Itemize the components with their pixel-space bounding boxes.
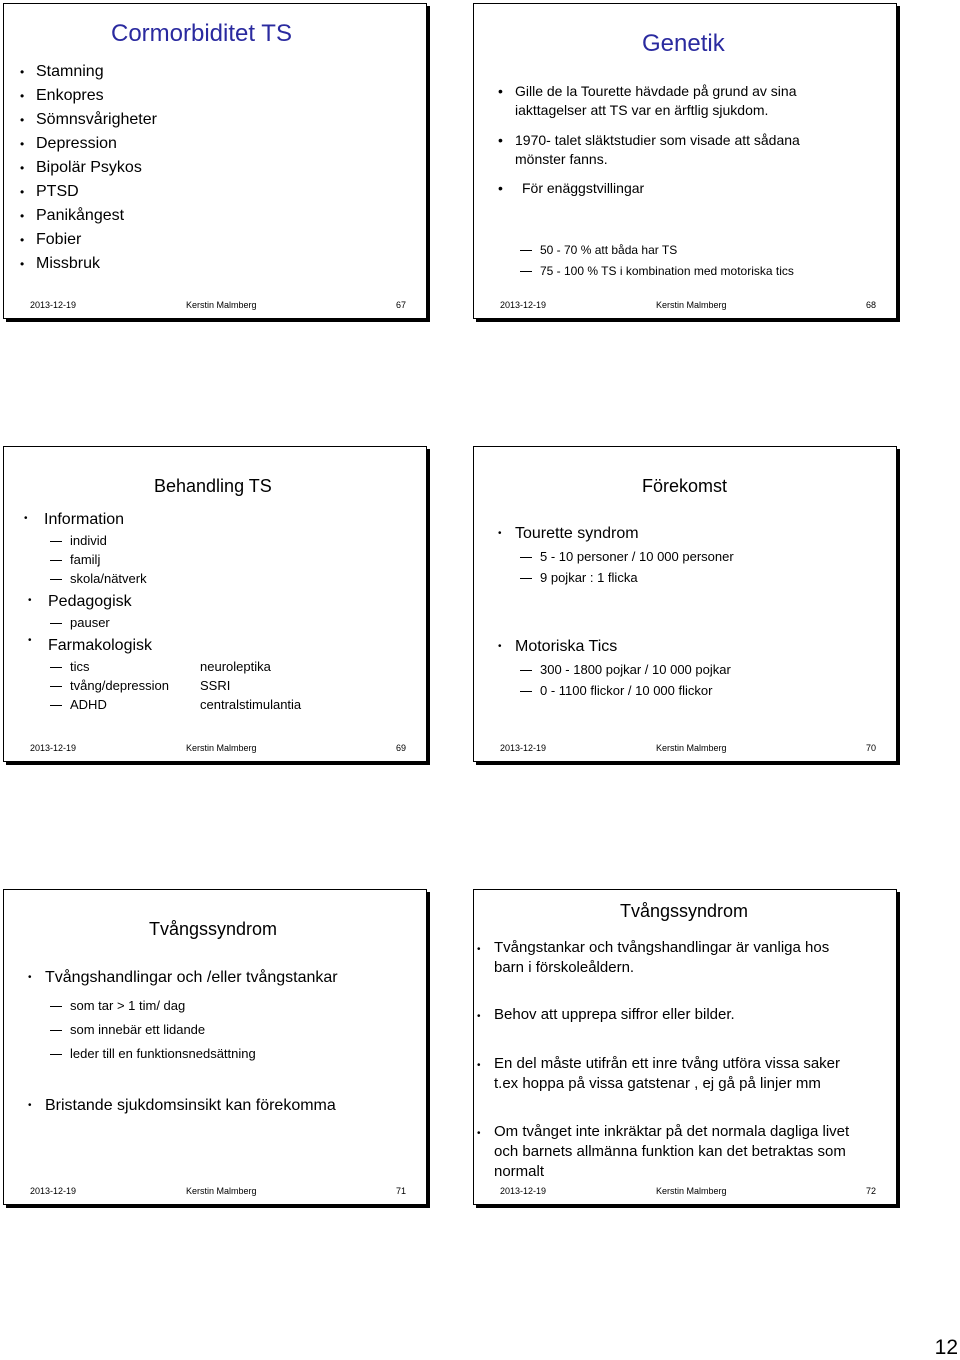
list-item: • Sömnsvårigheter [20, 108, 157, 132]
slide-number: 70 [865, 743, 876, 753]
slide-number: 67 [395, 300, 406, 310]
footer-author: Kerstin Malmberg [656, 743, 727, 753]
slide-70 [473, 446, 897, 762]
bullet-bristande: • Bristande sjukdomsinsikt kan förekomma [28, 1097, 336, 1114]
bullet-motoriska-tics: • Motoriska Tics [498, 638, 618, 655]
list-item: • Panikångest [20, 204, 157, 228]
sub-list [50, 531, 147, 588]
sub-list [520, 546, 734, 588]
sub-item: som innebär ett lidande [50, 1018, 256, 1042]
list-item: • Enkopres [20, 84, 157, 108]
list-item: • Gille de la Tourette hävdade på grund av sina iakttagelser att TS var en ärftlig sjukdom. [498, 82, 800, 120]
footer-author: Kerstin Malmberg [186, 1186, 257, 1196]
slide-number: 69 [395, 743, 406, 753]
bullet-text: 1970- talet släktstudier som visade att sådana [515, 132, 800, 148]
sub-table [50, 657, 350, 714]
list-item: • Missbruk [20, 252, 157, 276]
sub-item: pauser [50, 613, 110, 632]
sub-item: leder till en funktionsnedsättning [50, 1042, 256, 1066]
sub-item: 5 - 10 personer / 10 000 personer [520, 546, 734, 567]
sub-item: familj [50, 550, 147, 569]
list-item: • Depression [20, 132, 157, 156]
bullet-information: • Information [24, 511, 125, 528]
list-item: • Tvångstankar och tvångshandlingar är vanliga hos barn i förskoleåldern. [477, 939, 830, 976]
footer-date: 2013-12-19 [500, 1186, 547, 1196]
bullet-list [477, 938, 892, 1182]
footer-date: 2013-12-19 [500, 300, 547, 310]
slide-69 [3, 446, 427, 762]
sub-row: ADHD centralstimulantia [50, 695, 350, 714]
footer-date: 2013-12-19 [30, 300, 77, 310]
bullet-text: Gille de la Tourette hävdade på grund av sina [515, 83, 797, 99]
sub-item: 75 - 100 % TS i kombination med motoriska tics [520, 261, 794, 282]
sub-list [50, 994, 256, 1066]
bullet-pedagogisk: • Pedagogisk [28, 593, 132, 610]
bullet-tourette: • Tourette syndrom [498, 525, 639, 542]
list-item: • PTSD [20, 180, 157, 204]
page-number: 12 [934, 1336, 958, 1359]
list-item: • Fobier [20, 228, 157, 252]
sub-item: 300 - 1800 pojkar / 10 000 pojkar [520, 659, 731, 680]
slide-68 [473, 3, 897, 319]
slide-67 [3, 3, 427, 319]
sub-list [50, 613, 110, 632]
sub-item: skola/nätverk [50, 569, 147, 588]
list-item: • För enäggstvillingar [498, 179, 800, 198]
slide-title: Genetik [642, 30, 725, 57]
slide-title: Tvångssyndrom [620, 901, 749, 921]
slide-title: Tvångssyndrom [149, 919, 278, 939]
bullet-tvangshandlingar: • Tvångshandlingar och /eller tvångstankar [28, 969, 338, 986]
list-item: • Bipolär Psykos [20, 156, 157, 180]
bullet-text: mönster fanns. [515, 151, 608, 167]
sub-row: tvång/depression SSRI [50, 676, 350, 695]
slide-number: 71 [395, 1186, 406, 1196]
bullet-text: För enäggstvillingar [522, 180, 645, 196]
slide-title: Cormorbiditet TS [111, 20, 292, 47]
slide-number: 68 [865, 300, 876, 310]
sub-item: 50 - 70 % att båda har TS [520, 240, 794, 261]
bullet-text: iakttagelser att TS var en ärftlig sjukdom. [515, 102, 769, 118]
sub-row: tics neuroleptika [50, 657, 350, 676]
slide-number: 72 [865, 1186, 876, 1196]
list-item: • Stamning [20, 60, 157, 84]
slide-title: Förekomst [642, 476, 728, 496]
list-item: • Behov att upprepa siffror eller bilder. [477, 1006, 735, 1023]
sub-item: individ [50, 531, 147, 550]
slide-72 [473, 889, 897, 1205]
footer-date: 2013-12-19 [500, 743, 547, 753]
list-item: • En del måste utifrån ett inre tvång utföra vissa saker t.ex hoppa på vissa gatstenar , ej gå på linjer mm [477, 1055, 841, 1092]
bullet-list [20, 60, 157, 276]
list-item: • Om tvånget inte inkräktar på det normala dagliga livet och barnets allmänna funktion kan det betraktas som normalt [477, 1123, 850, 1180]
sub-item: 0 - 1100 flickor / 10 000 flickor [520, 680, 731, 701]
slide-title: Behandling TS [154, 476, 272, 496]
footer-date: 2013-12-19 [30, 1186, 77, 1196]
list-item: • 1970- talet släktstudier som visade att sådana mönster fanns. [498, 132, 800, 167]
sub-list [520, 659, 731, 701]
slide-71 [3, 889, 427, 1205]
footer-author: Kerstin Malmberg [656, 1186, 727, 1196]
footer-author: Kerstin Malmberg [656, 300, 727, 310]
sub-item: 9 pojkar : 1 flicka [520, 567, 734, 588]
sub-list [520, 240, 794, 282]
bullet-list [498, 82, 800, 198]
footer-author: Kerstin Malmberg [186, 743, 257, 753]
bullet-farmakologisk: • Farmakologisk [28, 635, 153, 654]
footer-author: Kerstin Malmberg [186, 300, 257, 310]
footer-date: 2013-12-19 [30, 743, 77, 753]
sub-item: som tar > 1 tim/ dag [50, 994, 256, 1018]
